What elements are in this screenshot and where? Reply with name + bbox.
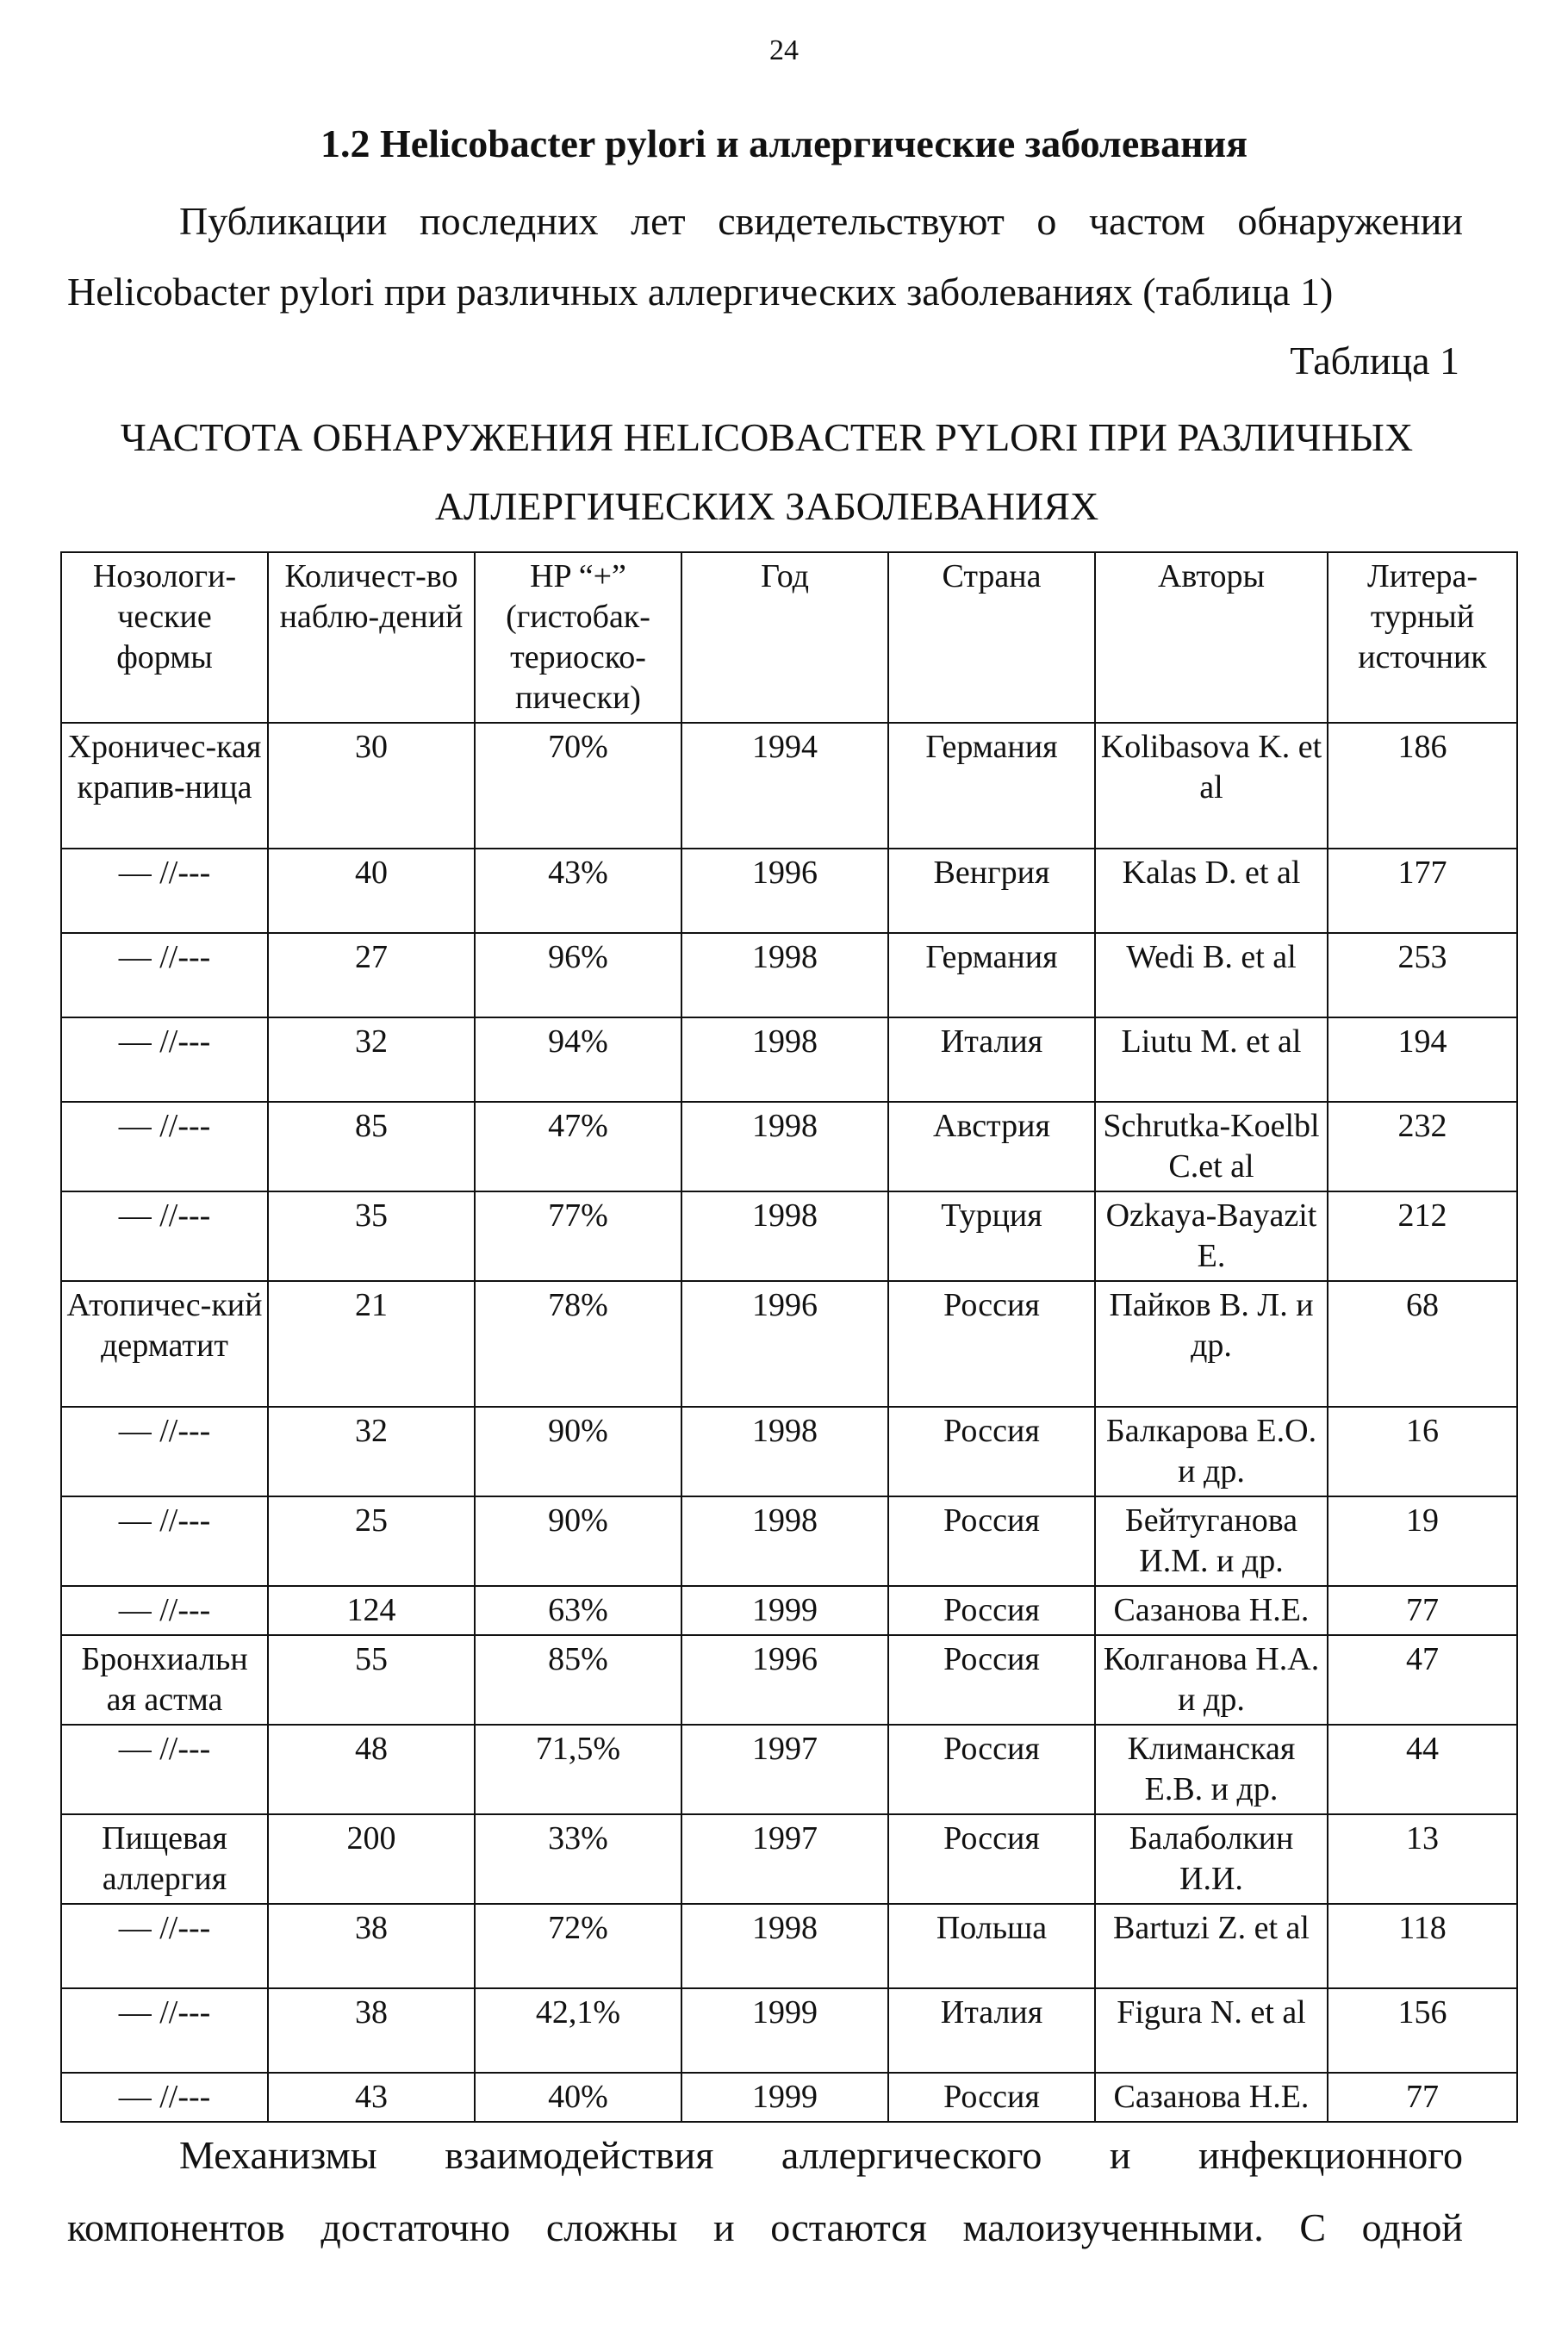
table-cell: 90% <box>475 1407 681 1496</box>
table-cell: Schrutka-Koelbl C.et al <box>1095 1102 1328 1191</box>
table-cell: 1998 <box>681 1407 888 1496</box>
table-cell: 1994 <box>681 723 888 849</box>
table-cell: Сазанова Н.Е. <box>1095 2073 1328 2122</box>
table-cell: 1998 <box>681 1496 888 1586</box>
table-cell: 94% <box>475 1017 681 1102</box>
table-cell: 78% <box>475 1281 681 1407</box>
table-cell: 1996 <box>681 1281 888 1407</box>
table-cell: Пищевая аллергия <box>61 1814 268 1904</box>
table-cell: 1999 <box>681 1586 888 1635</box>
table-cell: Kalas D. et al <box>1095 849 1328 933</box>
table-cell: 90% <box>475 1496 681 1586</box>
table-cell: Германия <box>888 723 1095 849</box>
table-cell: 19 <box>1328 1496 1517 1586</box>
table-cell: 194 <box>1328 1017 1517 1102</box>
table-cell: — //--- <box>61 1988 268 2073</box>
table-cell: Германия <box>888 933 1095 1017</box>
table-cell: Kolibasova K. et al <box>1095 723 1328 849</box>
table-cell: — //--- <box>61 1904 268 1988</box>
header-cell: Страна <box>888 552 1095 723</box>
table-row <box>61 1814 1517 1904</box>
table-cell: 68 <box>1328 1281 1517 1407</box>
table-cell: 40% <box>475 2073 681 2122</box>
table-cell: — //--- <box>61 933 268 1017</box>
intro-paragraph: Публикации последних лет свидетельствуют о частом обнаружении Helicobacter pylori при различных аллергических заболеваниях (таблица 1) <box>67 199 1463 314</box>
table-cell: — //--- <box>61 1496 268 1586</box>
table-cell: 1999 <box>681 1988 888 2073</box>
table-cell: Россия <box>888 1496 1095 1586</box>
table-cell: Венгрия <box>888 849 1095 933</box>
table-title: ЧАСТОТА ОБНАРУЖЕНИЯ HELICOBACTER PYLORI ПРИ РАЗЛИЧНЫХ АЛЛЕРГИЧЕСКИХ ЗАБОЛЕВАНИЯХ <box>120 415 1414 528</box>
table-cell: 1997 <box>681 1725 888 1814</box>
table-cell: 44 <box>1328 1725 1517 1814</box>
table-cell: 33% <box>475 1814 681 1904</box>
table-cell: — //--- <box>61 1725 268 1814</box>
table-cell: 1996 <box>681 849 888 933</box>
table-cell: 55 <box>268 1635 475 1725</box>
table-cell: 72% <box>475 1904 681 1988</box>
table-row <box>61 1988 1517 2073</box>
table-cell: Россия <box>888 1725 1095 1814</box>
page-number: 24 <box>769 34 799 66</box>
table-row <box>61 1017 1517 1102</box>
header-cell: Год <box>681 552 888 723</box>
table-cell: 71,5% <box>475 1725 681 1814</box>
table-cell: 177 <box>1328 849 1517 933</box>
header-cell: Нозологи-ческие формы <box>61 552 268 723</box>
table-cell: 85% <box>475 1635 681 1725</box>
table-row <box>61 1635 1517 1725</box>
table-cell: Атопичес-кий дерматит <box>61 1281 268 1407</box>
table-cell: Балкарова Е.О. и др. <box>1095 1407 1328 1496</box>
table-row <box>61 1407 1517 1496</box>
table-cell: Колганова Н.А. и др. <box>1095 1635 1328 1725</box>
table-cell: 1998 <box>681 1017 888 1102</box>
table-cell: 77 <box>1328 1586 1517 1635</box>
table-cell: Россия <box>888 1635 1095 1725</box>
table-label: Таблица 1 <box>1290 339 1459 382</box>
table-row <box>61 1904 1517 1988</box>
table-cell: Россия <box>888 1586 1095 1635</box>
table-cell: 43% <box>475 849 681 933</box>
table-cell: Бейтуганова И.М. и др. <box>1095 1496 1328 1586</box>
table-cell: — //--- <box>61 1586 268 1635</box>
table-cell: 186 <box>1328 723 1517 849</box>
table-cell: 212 <box>1328 1191 1517 1281</box>
table-cell: Турция <box>888 1191 1095 1281</box>
table-row <box>61 723 1517 849</box>
table-cell: 32 <box>268 1407 475 1496</box>
table-cell: Климанская Е.В. и др. <box>1095 1725 1328 1814</box>
table-cell: Бронхиальн ая астма <box>61 1635 268 1725</box>
header-cell: HP “+” (гистобак-териоско-пически) <box>475 552 681 723</box>
table-cell: Сазанова Н.Е. <box>1095 1586 1328 1635</box>
table-cell: Bartuzi Z. et al <box>1095 1904 1328 1988</box>
table-cell: 232 <box>1328 1102 1517 1191</box>
table-cell: 63% <box>475 1586 681 1635</box>
table-cell: Пайков В. Л. и др. <box>1095 1281 1328 1407</box>
table-cell: 1998 <box>681 1904 888 1988</box>
table-cell: — //--- <box>61 849 268 933</box>
table-cell: 43 <box>268 2073 475 2122</box>
table-cell: Россия <box>888 1281 1095 1407</box>
table-cell: Liutu M. et al <box>1095 1017 1328 1102</box>
table-row <box>61 2073 1517 2122</box>
table-cell: 77 <box>1328 2073 1517 2122</box>
table-cell: 1996 <box>681 1635 888 1725</box>
table-cell: 40 <box>268 849 475 933</box>
table-cell: 96% <box>475 933 681 1017</box>
table-cell: 27 <box>268 933 475 1017</box>
table-cell: 85 <box>268 1102 475 1191</box>
table-cell: 48 <box>268 1725 475 1814</box>
table-cell: Wedi B. et al <box>1095 933 1328 1017</box>
header-cell: Количест-во наблю-дений <box>268 552 475 723</box>
table-cell: 156 <box>1328 1988 1517 2073</box>
table-cell: 118 <box>1328 1904 1517 1988</box>
table-cell: — //--- <box>61 1017 268 1102</box>
table-cell: 47% <box>475 1102 681 1191</box>
table-cell: 25 <box>268 1496 475 1586</box>
table-cell: Балаболкин И.И. <box>1095 1814 1328 1904</box>
table-cell: Италия <box>888 1017 1095 1102</box>
table-cell: Австрия <box>888 1102 1095 1191</box>
table-header-row <box>61 552 1517 723</box>
table-cell: Figura N. et al <box>1095 1988 1328 2073</box>
table-cell: 1999 <box>681 2073 888 2122</box>
header-cell: Литера-турный источник <box>1328 552 1517 723</box>
header-cell: Авторы <box>1095 552 1328 723</box>
table-cell: 30 <box>268 723 475 849</box>
section-heading: 1.2 Helicobacter pylori и аллергические заболевания <box>320 121 1248 165</box>
table-body <box>61 723 1517 2122</box>
table-cell: 1998 <box>681 933 888 1017</box>
table-row <box>61 1102 1517 1191</box>
table-cell: — //--- <box>61 1102 268 1191</box>
table-cell: 38 <box>268 1904 475 1988</box>
table-cell: Хроничес-кая крапив-ница <box>61 723 268 849</box>
table-row <box>61 1586 1517 1635</box>
table-cell: 21 <box>268 1281 475 1407</box>
table-cell: 124 <box>268 1586 475 1635</box>
table-cell: Россия <box>888 2073 1095 2122</box>
table-cell: 200 <box>268 1814 475 1904</box>
data-table <box>60 551 1518 2123</box>
table-cell: Италия <box>888 1988 1095 2073</box>
table-cell: 13 <box>1328 1814 1517 1904</box>
table-row <box>61 1191 1517 1281</box>
table-cell: 1998 <box>681 1191 888 1281</box>
table-row <box>61 1281 1517 1407</box>
table-cell: Ozkaya-Bayazit E. <box>1095 1191 1328 1281</box>
closing-paragraph-line2: компонентов достаточно сложны и остаются малоизученными. С одной <box>67 2205 1463 2249</box>
table-cell: Россия <box>888 1407 1095 1496</box>
table-cell: 1997 <box>681 1814 888 1904</box>
table-cell: — //--- <box>61 1407 268 1496</box>
closing-paragraph-line1: Механизмы взаимодействия аллергического и инфекционного <box>179 2133 1463 2177</box>
table-row <box>61 1725 1517 1814</box>
table-cell: 35 <box>268 1191 475 1281</box>
table-cell: 32 <box>268 1017 475 1102</box>
table-cell: 16 <box>1328 1407 1517 1496</box>
table-cell: 1998 <box>681 1102 888 1191</box>
table-cell: 77% <box>475 1191 681 1281</box>
table-cell: 47 <box>1328 1635 1517 1725</box>
table-cell: 38 <box>268 1988 475 2073</box>
table-row <box>61 1496 1517 1586</box>
table-cell: — //--- <box>61 1191 268 1281</box>
table-cell: — //--- <box>61 2073 268 2122</box>
table-cell: Россия <box>888 1814 1095 1904</box>
table-cell: 42,1% <box>475 1988 681 2073</box>
table-row <box>61 933 1517 1017</box>
table-cell: 253 <box>1328 933 1517 1017</box>
table-cell: 70% <box>475 723 681 849</box>
table-cell: Польша <box>888 1904 1095 1988</box>
table-row <box>61 849 1517 933</box>
